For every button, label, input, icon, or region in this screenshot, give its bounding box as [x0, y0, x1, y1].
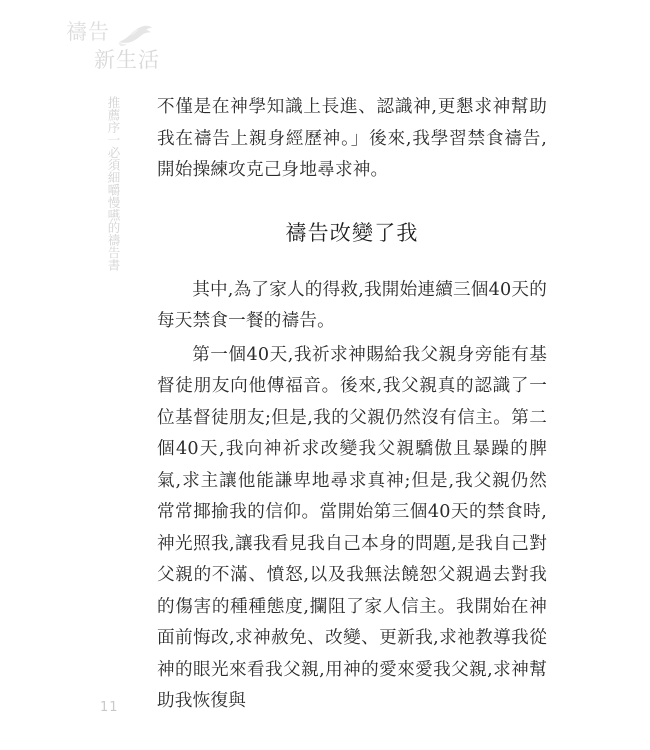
- paragraph-3: 第一個40天,我祈求神賜給我父親身旁能有基督徒朋友向他傳福音。後來,我父親真的認識了一位基督徒朋友;但是,我的父親仍然沒有信主。第二個40天,我向神祈求改變我父親驕傲且暴躁的脾氣,求主讓他能謙卑地尋求真神;但是,我父親仍然常常揶揄我的信仰。當開始第三個40天的禁食時,神光照我,讓我看見我自己本身的問題,是我自己對父親的不滿、憤怒,以及我無法饒恕父親過去對我的傷害的種種態度,攔阻了家人信主。我開始在神面前悔改,求神赦免、改變、更新我,求祂教導我從神的眼光來看我父親,用神的愛來愛我父親,求神幫助我恢復與: [157, 344, 547, 711]
- section-heading: 禱告改變了我: [285, 220, 419, 245]
- brand-logo-line1: 禱告: [66, 20, 110, 44]
- brand-logo-line2: 新生活: [94, 48, 160, 72]
- paragraph-continuation: 不僅是在神學知識上長進、認識神,更懇求神幫助我在禱告上親身經歷神。」後來,我學習禁食禱告,開始操練攻克己身地尋求神。: [157, 97, 547, 180]
- running-header: 推薦序一必須細嚼慢嚥的禱告書: [106, 96, 121, 271]
- page-content: [157, 92, 547, 718]
- brand-logo: [62, 16, 177, 78]
- paragraph-2: 其中,為了家人的得救,我開始連續三個40天的每天禁食一餐的禱告。: [157, 279, 547, 331]
- page-number: 11: [100, 700, 119, 715]
